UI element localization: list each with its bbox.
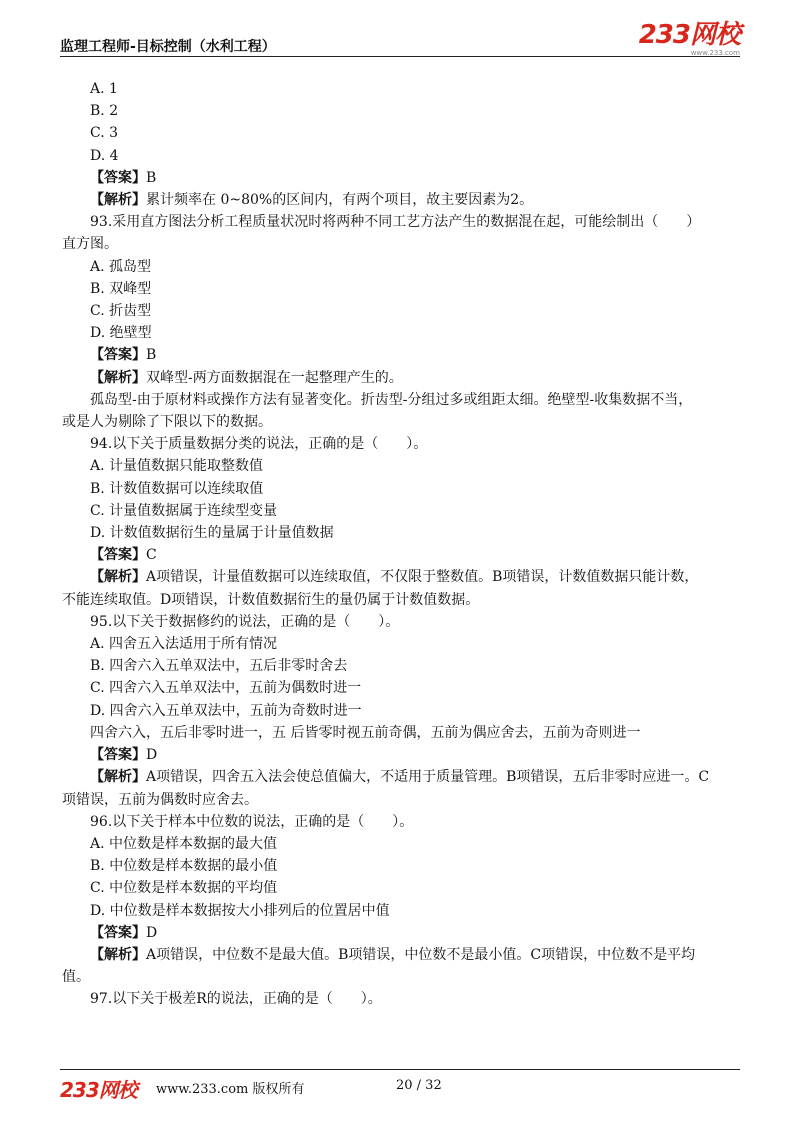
text-line [62,455,740,477]
line-text: B. 四舍六入五单双法中，五后非零时舍去 [90,658,348,675]
answer-line [62,544,740,566]
line-text: D. 四舍六入五单双法中，五前为奇数时进一 [90,702,362,719]
text-line [62,589,740,611]
line-text: C. 四舍六入五单双法中，五前为偶数时进一 [90,680,362,697]
line-text: C. 3 [90,125,119,142]
brand-logo [639,22,740,57]
text-line [62,811,740,833]
text-line [62,300,740,322]
line-text: A. 四舍五入法适用于所有情况 [90,636,278,653]
line-text: B. 计数值数据可以连续取值 [90,480,264,497]
logo-wordmark: 233网校 [638,20,740,50]
text-line [62,122,740,144]
line-tag: 【解析】 [90,192,146,209]
line-tag: 【答案】 [90,924,146,941]
text-line [62,833,740,855]
footer-logo: 233网校 [60,1078,137,1102]
text-line [62,988,740,1010]
answer-line [62,344,740,366]
text-line [62,500,740,522]
answer-line [62,744,740,766]
line-text: D. 计数值数据衍生的量属于计量值数据 [90,525,334,542]
line-tag: 【解析】 [90,369,146,386]
line-text: A项错误，计量值数据可以连续取值，不仅限于整数值。B项错误，计数值数据只能计数， [146,569,699,586]
line-text: B. 2 [90,103,119,120]
text-line [62,433,740,455]
line-text: B. 双峰型 [90,280,152,297]
text-line [62,966,740,988]
answer-line [62,566,740,588]
text-line [62,389,740,411]
line-text: D [146,924,158,941]
text-line [62,855,740,877]
answer-line [62,167,740,189]
line-text: D [146,747,158,764]
line-tag: 【解析】 [90,769,146,786]
text-line [62,478,740,500]
line-text: A. 中位数是样本数据的最大值 [90,835,278,852]
line-text: 94.以下关于质量数据分类的说法，正确的是（ ）。 [90,436,428,453]
text-line [62,722,740,744]
text-line [62,900,740,922]
text-line [62,789,740,811]
line-text: C. 中位数是样本数据的平均值 [90,880,278,897]
line-text: A项错误，四舍五入法会使总值偏大，不适用于质量管理。B项错误，五后非零时应进一。C [146,769,710,786]
line-text: B [146,347,157,364]
page-number: 20 / 32 [396,1078,442,1093]
text-line [62,633,740,655]
text-line [62,877,740,899]
page-footer [60,1074,740,1102]
line-tag: 【解析】 [90,569,146,586]
line-text: B [146,169,157,186]
copyright-text: www.233.com 版权所有 [156,1082,305,1097]
line-text: 96.以下关于样本中位数的说法，正确的是（ ）。 [90,813,414,830]
line-text: C. 折齿型 [90,303,152,320]
text-line [62,655,740,677]
line-text: 不能连续取值。D项错误，计数值数据衍生的量仍属于计数值数据。 [62,591,480,608]
line-text: A项错误，中位数不是最大值。B项错误，中位数不是最小值。C项错误，中位数不是平均 [146,946,696,963]
text-line [62,78,740,100]
line-tag: 【解析】 [90,946,146,963]
text-line [62,522,740,544]
line-text: B. 中位数是样本数据的最小值 [90,858,278,875]
header-divider [60,56,740,57]
text-line [62,611,740,633]
line-text: 或是人为剔除了下限以下的数据。 [62,414,272,431]
line-tag: 【答案】 [90,747,146,764]
text-line [62,700,740,722]
line-text: 四舍六入，五后非零时进一，五 后皆零时视五前奇偶，五前为偶应舍去，五前为奇则进一 [90,724,641,741]
logo-url: www.233.com [690,49,740,57]
text-line [62,211,740,233]
text-line [62,322,740,344]
line-text: 95.以下关于数据修约的说法，正确的是（ ）。 [90,613,400,630]
line-text: 直方图。 [62,236,118,253]
line-text: D. 4 [90,147,119,164]
text-line [62,100,740,122]
line-tag: 【答案】 [90,347,146,364]
line-text: 孤岛型-由于原材料或操作方法有显著变化。折齿型-分组过多或组距太细。绝壁型-收集数据不当， [90,391,693,408]
answer-line [62,922,740,944]
answer-line [62,944,740,966]
footer-divider [60,1069,740,1070]
line-text: 双峰型-两方面数据混在一起整理产生的。 [146,369,403,386]
answer-line [62,367,740,389]
text-line [62,233,740,255]
line-text: D. 中位数是样本数据按大小排列后的位置居中值 [90,902,390,919]
page-header [60,20,740,60]
line-text: C. 计量值数据属于连续型变量 [90,502,278,519]
line-text: 值。 [62,969,90,986]
document-body [62,78,740,1011]
answer-line [62,189,740,211]
line-tag: 【答案】 [90,547,146,564]
line-text: C [146,547,157,564]
answer-line [62,766,740,788]
line-text: 项错误，五前为偶数时应舍去。 [62,791,258,808]
line-text: 93.采用直方图法分析工程质量状况时将两种不同工艺方法产生的数据混在起，可能绘制出（ ） [90,214,701,231]
line-text: 累计频率在 0~80%的区间内，有两个项目，故主要因素为2。 [146,192,534,209]
text-line [62,278,740,300]
text-line [62,256,740,278]
line-text: 97.以下关于极差R的说法，正确的是（ ）。 [90,991,382,1008]
line-text: A. 1 [90,81,118,97]
line-text: D. 绝壁型 [90,325,152,342]
text-line [62,145,740,167]
line-text: A. 孤岛型 [90,258,152,275]
line-text: A. 计量值数据只能取整数值 [90,458,264,475]
text-line [62,411,740,433]
line-tag: 【答案】 [90,169,146,186]
document-title: 监理工程师-目标控制（水利工程） [60,39,276,55]
text-line [62,677,740,699]
